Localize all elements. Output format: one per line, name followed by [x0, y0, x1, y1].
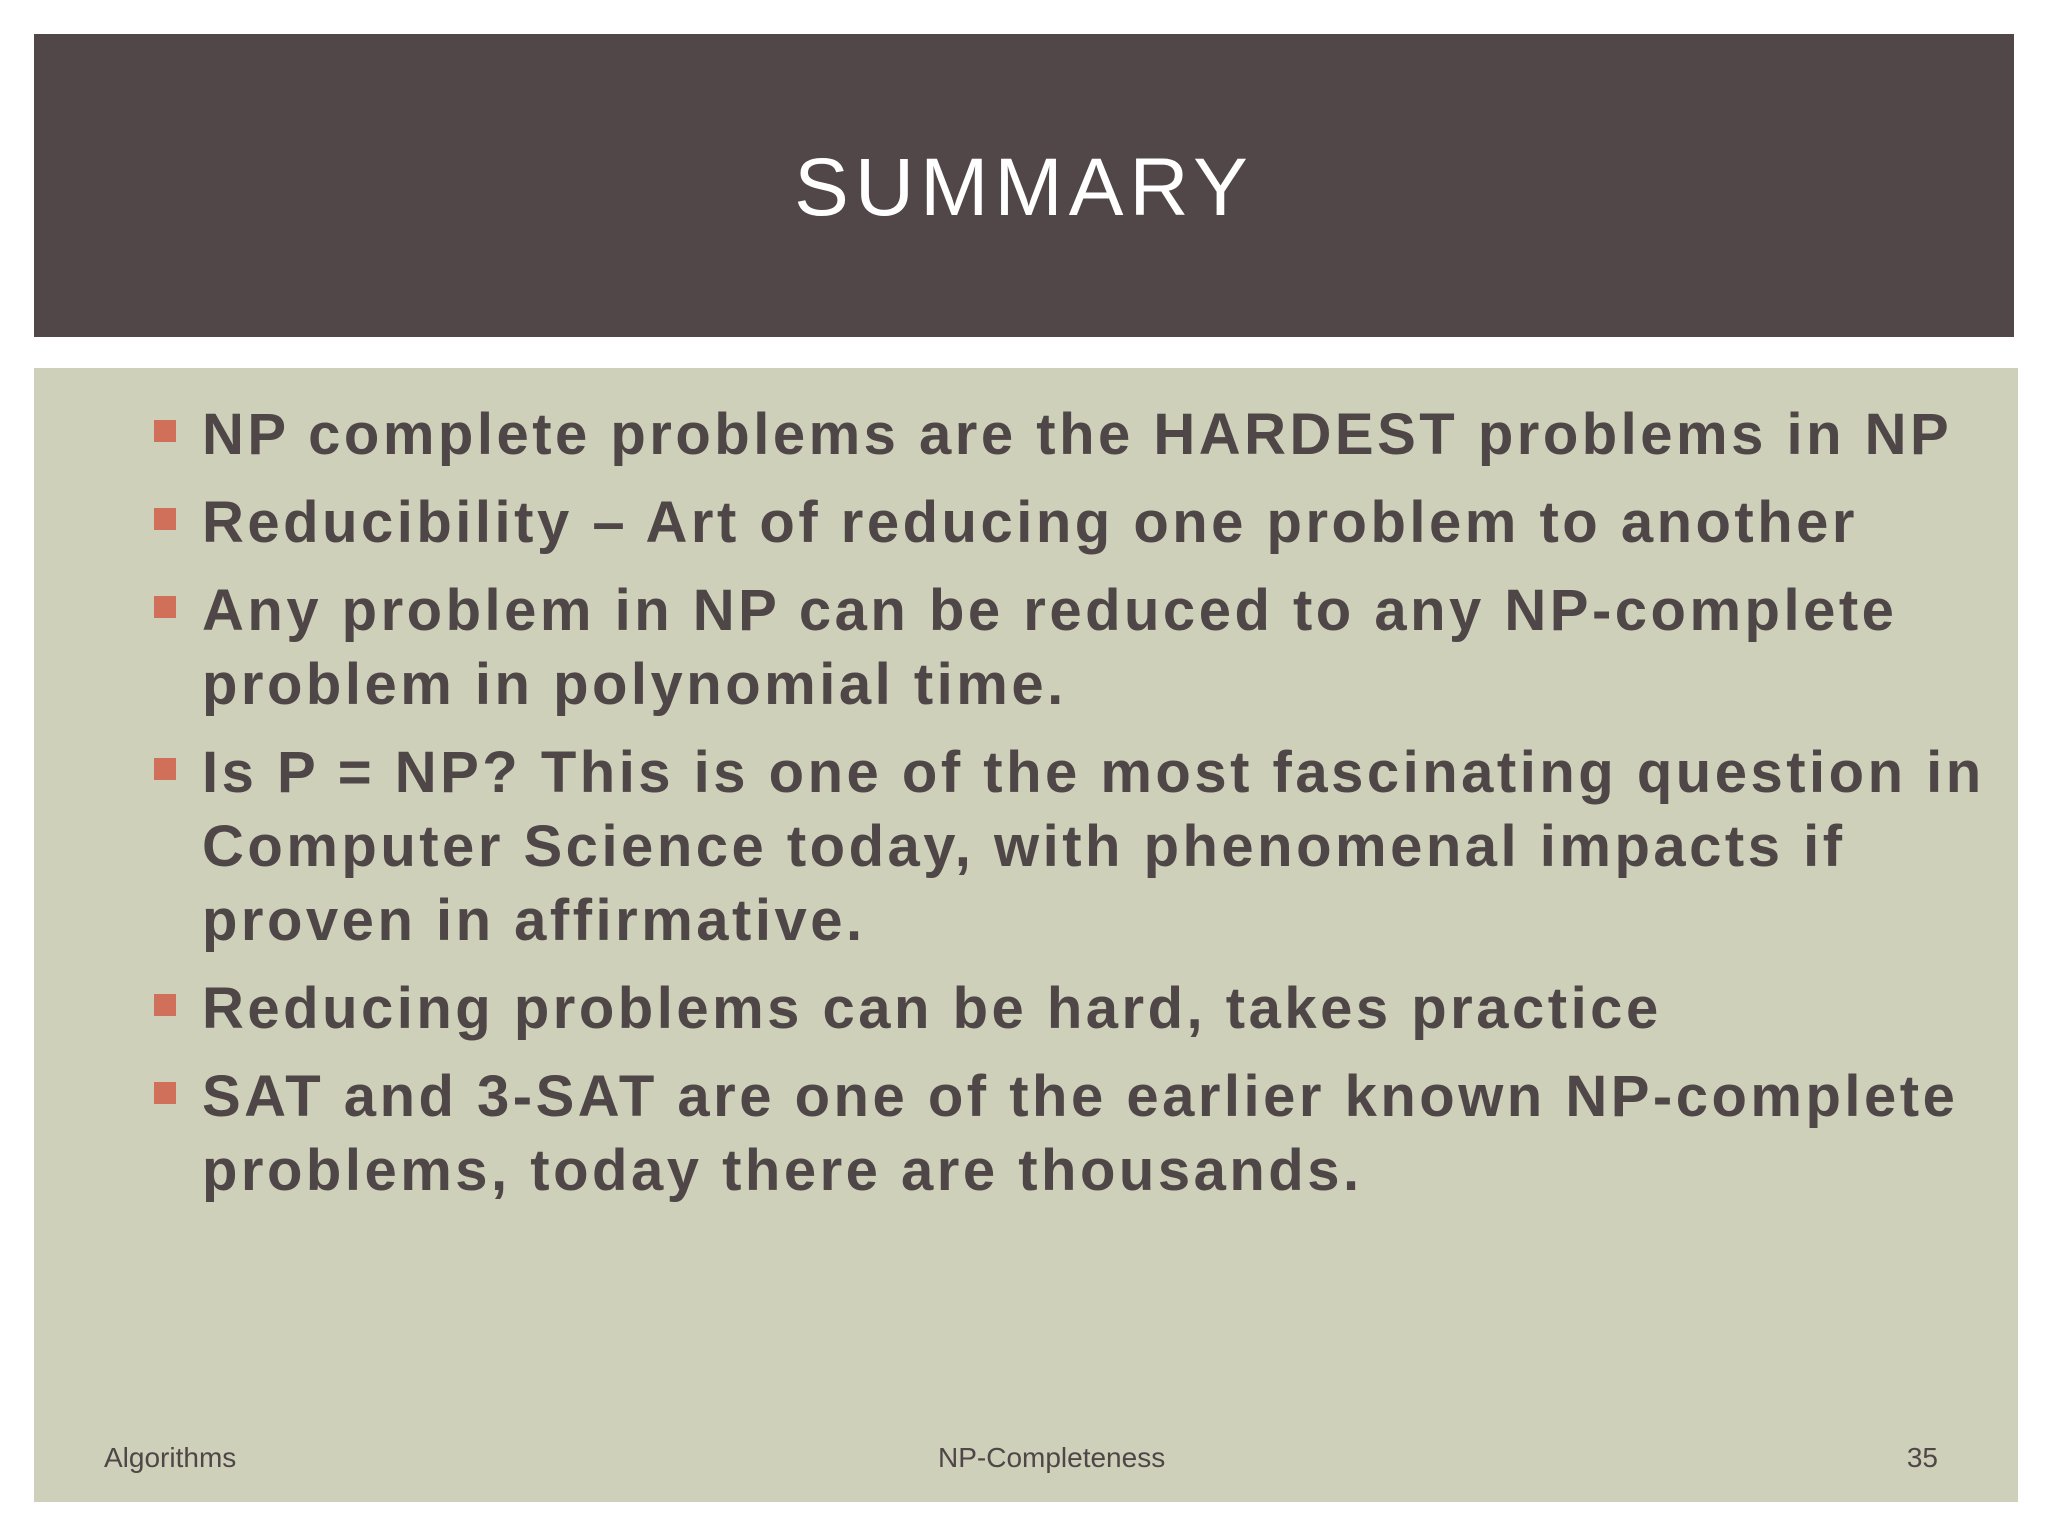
bullet-item [122, 398, 2002, 472]
bullet-item [122, 972, 2002, 1046]
bullet-item [122, 736, 2002, 958]
bullet-text: Is P = NP? This is one of the most fascinating question in Computer Science today, with phenomenal impacts if proven in affirmative. [202, 740, 1985, 953]
bullet-item [122, 486, 2002, 560]
footer-topic: NP-Completeness [938, 1442, 1166, 1473]
square-bullet-icon [154, 596, 176, 618]
bullet-list [122, 398, 2002, 1222]
bullet-text: Reducing problems can be hard, takes practice [202, 976, 1662, 1041]
square-bullet-icon [154, 508, 176, 530]
content-panel [34, 368, 2018, 1502]
bullet-text: Any problem in NP can be reduced to any NP-complete problem in polynomial time. [202, 578, 1898, 717]
square-bullet-icon [154, 994, 176, 1016]
bullet-item [122, 574, 2002, 722]
bullet-text: Reducibility – Art of reducing one problem to another [202, 490, 1859, 555]
bullet-item [122, 1060, 2002, 1208]
square-bullet-icon [154, 758, 176, 780]
square-bullet-icon [154, 1082, 176, 1104]
footer-course-name: Algorithms [104, 1442, 237, 1473]
square-bullet-icon [154, 420, 176, 442]
footer-page-number: 35 [1906, 1442, 1938, 1473]
bullet-text: SAT and 3-SAT are one of the earlier known NP-complete problems, today there are thousands. [202, 1064, 1959, 1203]
bullet-text: NP complete problems are the HARDEST problems in NP [202, 402, 1953, 467]
title-band [34, 34, 2014, 337]
slide-title: SUMMARY [794, 141, 1254, 233]
